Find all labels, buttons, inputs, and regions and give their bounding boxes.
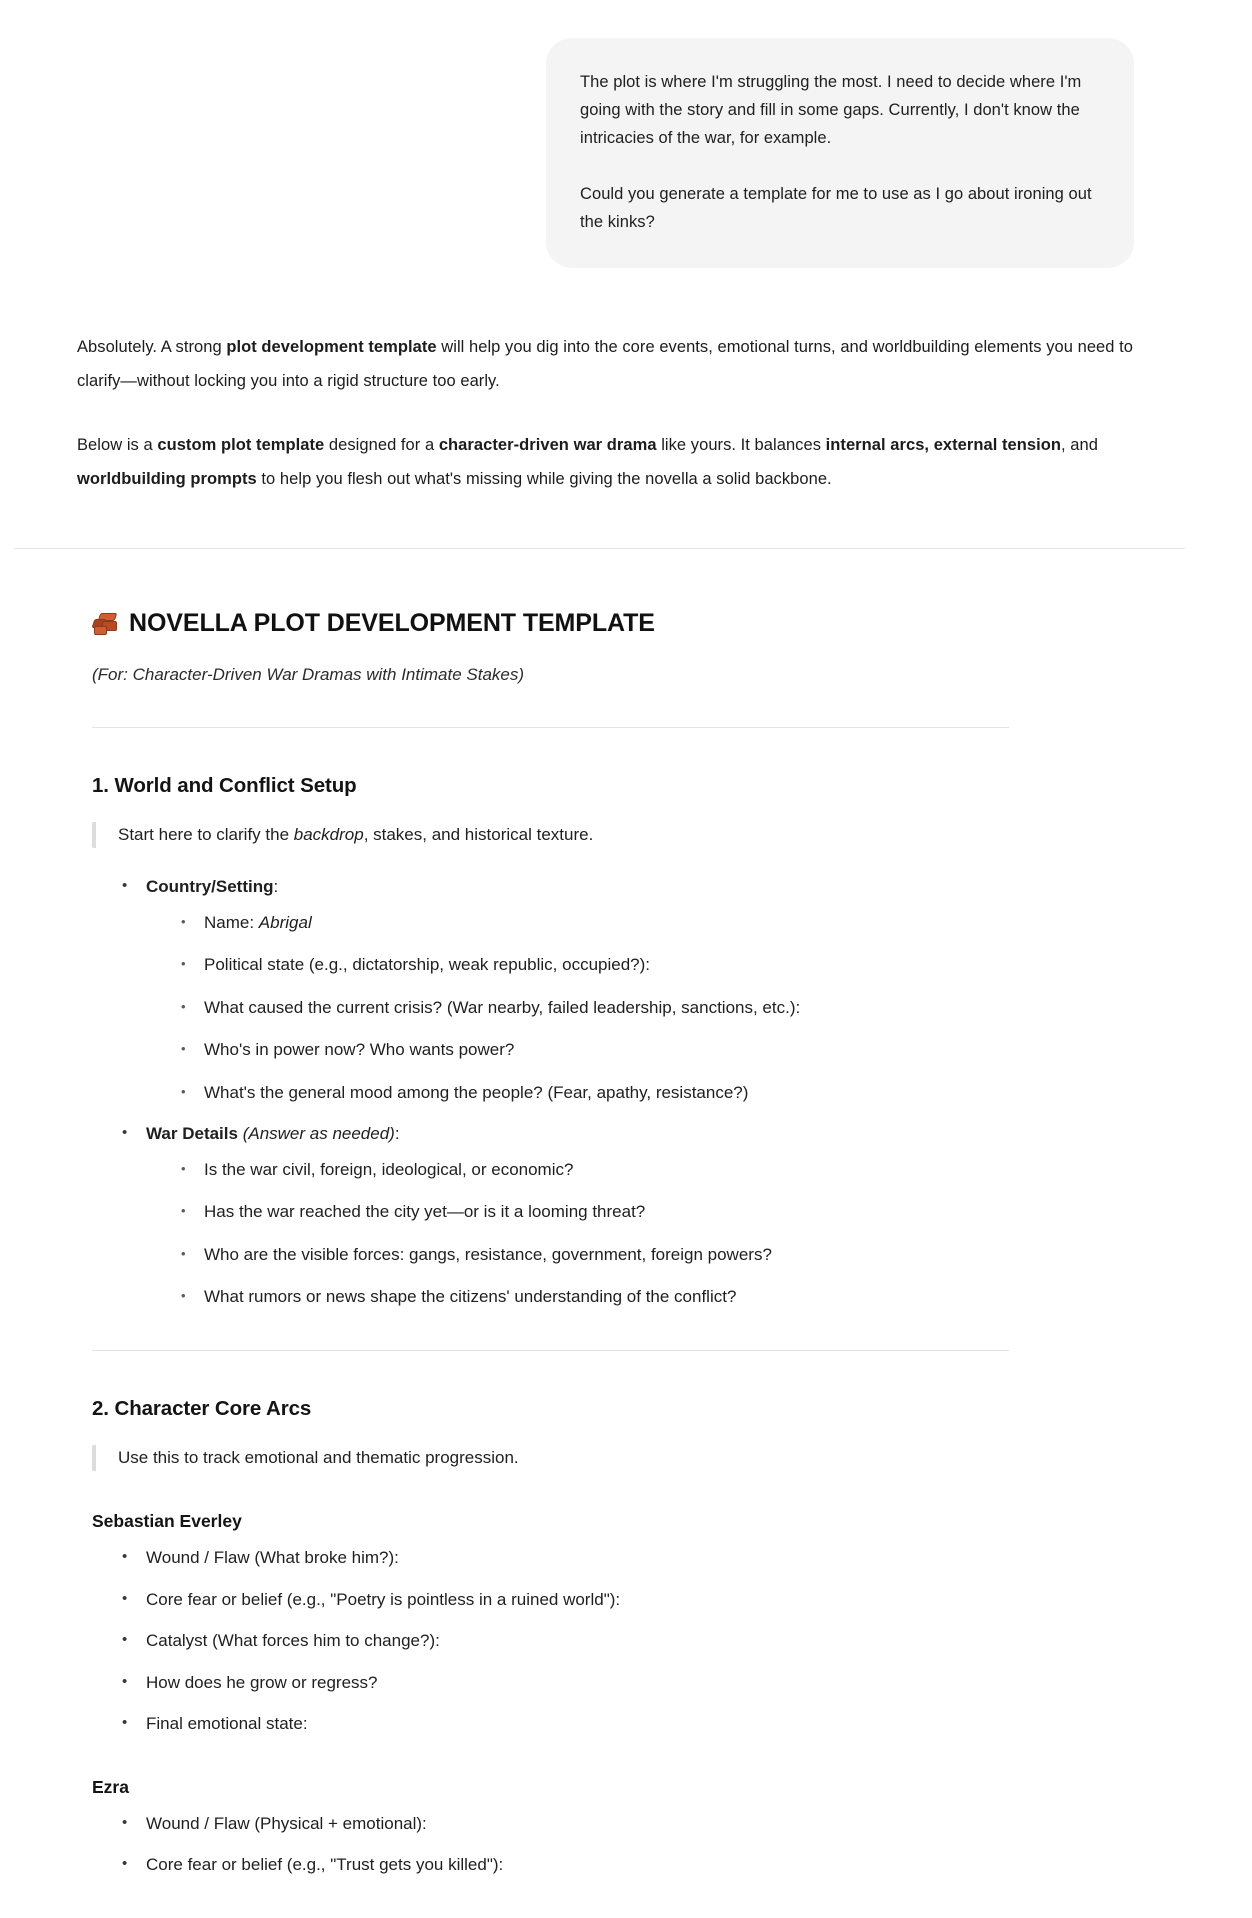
group-label-bold: Country/Setting [146, 877, 274, 897]
character-name-sebastian: Sebastian Everley [92, 1511, 242, 1532]
user-message-paragraph-1: The plot is where I'm struggling the most. I need to decide where I'm going with the story and fill in some gaps. Currently, I don't know the intricacies of the war, for example. [580, 73, 1082, 147]
intro2-bold-b: custom plot template [157, 436, 325, 454]
sebastian-arc-list [92, 1545, 1134, 1737]
bullet-icon: • [181, 1160, 186, 1176]
item-text: Who's in power now? Who wants power? [204, 1040, 515, 1060]
list-item [118, 1628, 1134, 1654]
list-item-war-details [118, 1121, 1134, 1310]
list-item [178, 995, 1134, 1021]
intro2-bold-h: worldbuilding prompts [77, 470, 257, 488]
item-text: Catalyst (What forces him to change?): [146, 1631, 440, 1651]
item-text: Name: [204, 912, 259, 932]
list-item [118, 1852, 1134, 1878]
list-item [118, 1711, 1134, 1737]
item-text: What rumors or news shape the citizens' understanding of the conflict? [204, 1287, 737, 1307]
item-text: Core fear or belief (e.g., "Trust gets you killed"): [146, 1855, 504, 1875]
intro2-bold-f: internal arcs, external tension [825, 436, 1062, 454]
group-label-tail: : [394, 1124, 400, 1144]
template-title-text: NOVELLA PLOT DEVELOPMENT TEMPLATE [129, 609, 655, 637]
s1-note-pre: Start here to clarify the [118, 825, 294, 844]
user-message-paragraph-2: Could you generate a template for me to use as I go about ironing out the kinks? [580, 185, 1092, 231]
section-1-list [92, 874, 1134, 1310]
s1-note-post: , stakes, and historical texture. [363, 825, 594, 844]
section-2-note-text: Use this to track emotional and thematic progression. [118, 1447, 519, 1467]
intro2-bold-d: character-driven war drama [438, 436, 657, 454]
bottom-spacer [92, 1878, 1134, 1918]
item-text: What's the general mood among the people? (Fear, apathy, resistance?) [204, 1082, 749, 1102]
bullet-icon: • [181, 1245, 186, 1261]
bullet-icon: • [122, 1589, 128, 1607]
user-message-row [0, 0, 1252, 268]
ezra-arc-list [92, 1811, 1134, 1878]
item-text: What caused the current crisis? (War nearby, failed leadership, sanctions, etc.): [204, 997, 801, 1017]
template-divider-2 [92, 1350, 1009, 1351]
bullet-icon: • [181, 913, 186, 929]
bullet-icon: • [181, 956, 186, 972]
country-setting-sublist [146, 910, 1134, 1106]
section-1-heading: 1. World and Conflict Setup [92, 774, 357, 797]
list-item [118, 1811, 1134, 1837]
item-text: Core fear or belief (e.g., "Poetry is pointless in a ruined world"): [146, 1589, 621, 1609]
item-text: Has the war reached the city yet—or is it a looming threat? [204, 1202, 646, 1222]
bullet-icon: • [181, 1288, 186, 1304]
bullet-icon: • [122, 1855, 128, 1873]
list-item [178, 952, 1134, 978]
intro2-text-c: designed for a [324, 436, 439, 454]
template-subtitle: (For: Character-Driven War Dramas with Intimate Stakes) [92, 664, 525, 684]
section-1-note [92, 822, 1134, 848]
bullet-icon: • [181, 1203, 186, 1219]
war-details-sublist [146, 1157, 1134, 1310]
group-label-bold: War Details [146, 1124, 238, 1144]
section-divider-top [14, 548, 1185, 549]
intro1-bold-b: plot development template [226, 338, 437, 356]
list-item [178, 1037, 1134, 1063]
novella-template-block [0, 607, 1252, 1918]
list-item [178, 1080, 1134, 1106]
assistant-intro-block [0, 330, 1252, 496]
intro2-text-e: like yours. It balances [656, 436, 826, 454]
list-item-country-setting [118, 874, 1134, 1105]
item-text: Is the war civil, foreign, ideological, or economic? [204, 1159, 574, 1179]
bullet-icon: • [122, 1124, 128, 1142]
character-name-ezra: Ezra [92, 1776, 129, 1797]
assistant-intro-paragraph-2 [77, 428, 1134, 496]
bullet-icon: • [181, 998, 186, 1014]
item-text: Political state (e.g., dictatorship, weak republic, occupied?): [204, 955, 651, 975]
list-item [118, 1545, 1134, 1571]
section-2-note [92, 1445, 1134, 1471]
item-text: Who are the visible forces: gangs, resistance, government, foreign powers? [204, 1244, 772, 1264]
bullet-icon: • [122, 1813, 128, 1831]
list-item [178, 1242, 1134, 1268]
bullet-icon: • [122, 877, 128, 895]
bullet-icon: • [181, 1041, 186, 1057]
list-item [178, 1284, 1134, 1310]
item-text: Final emotional state: [146, 1714, 308, 1734]
intro1-text-c: will help you dig into the core events, emotional turns, and worldbuilding elements you need to clarify—without locking you into a rigid structure too early. [77, 338, 1134, 390]
user-message-bubble [546, 38, 1134, 268]
bullet-icon: • [122, 1631, 128, 1649]
list-item [178, 910, 1134, 936]
intro2-text-g: , and [1061, 436, 1098, 454]
intro2-text-i: to help you flesh out what's missing while giving the novella a solid backbone. [256, 470, 832, 488]
list-item [178, 1199, 1134, 1225]
bullet-icon: • [122, 1548, 128, 1566]
item-text: Wound / Flaw (Physical + emotional): [146, 1813, 427, 1833]
item-em: Abrigal [258, 912, 312, 932]
bullet-icon: • [181, 1083, 186, 1099]
group-label-italic: (Answer as needed) [237, 1124, 395, 1144]
s1-note-em: backdrop [293, 825, 364, 844]
bullet-icon: • [122, 1714, 128, 1732]
template-divider-1 [92, 727, 1009, 728]
template-title [92, 607, 1134, 640]
list-item [178, 1157, 1134, 1183]
assistant-intro-paragraph-1 [77, 330, 1134, 398]
brick-icon [92, 612, 118, 636]
list-item [118, 1670, 1134, 1696]
section-1-note-text [118, 822, 1134, 848]
item-text: How does he grow or regress? [146, 1672, 378, 1692]
group-label-tail: : [273, 877, 279, 897]
bullet-icon: • [122, 1672, 128, 1690]
item-text: Wound / Flaw (What broke him?): [146, 1548, 399, 1568]
intro2-text-a: Below is a [77, 436, 158, 454]
section-2-heading: 2. Character Core Arcs [92, 1396, 312, 1420]
intro1-text-a: Absolutely. A strong [77, 338, 227, 356]
list-item [118, 1587, 1134, 1613]
